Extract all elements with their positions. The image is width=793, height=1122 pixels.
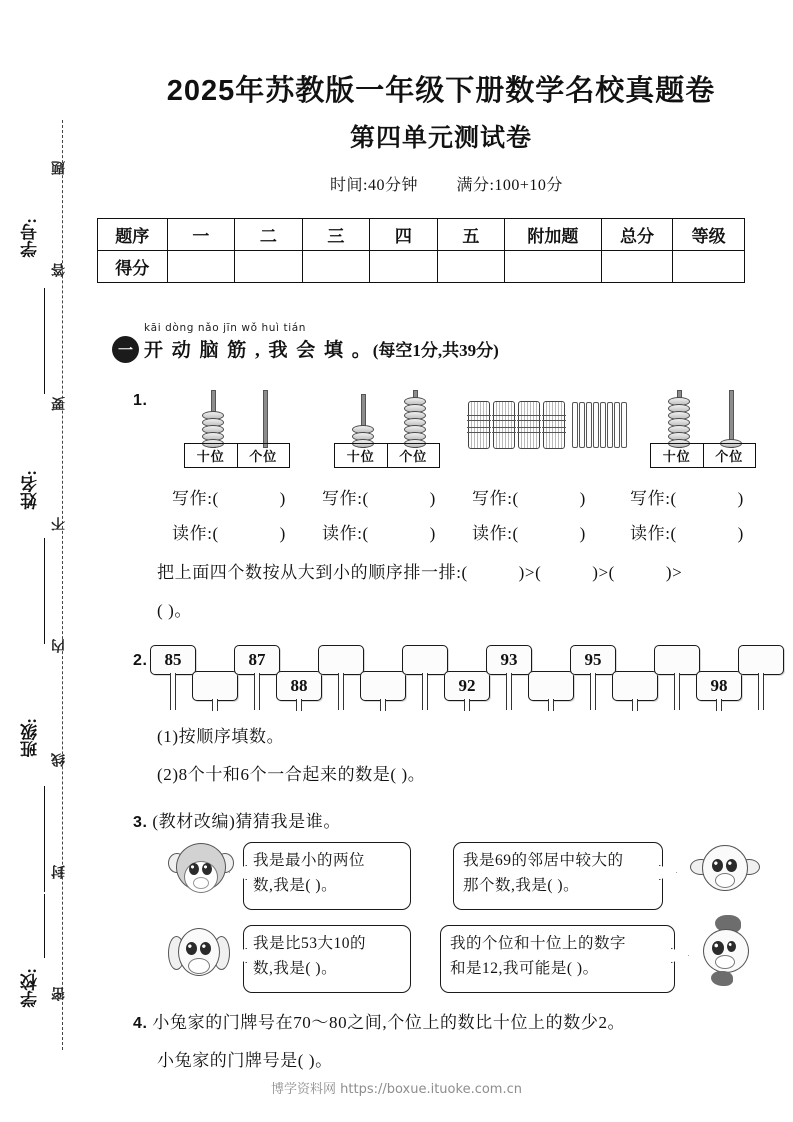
flag-value-3[interactable]: 88	[276, 671, 322, 701]
q1-write-label-3: 写作:(	[472, 489, 519, 508]
q1-read-3	[472, 519, 586, 544]
full-score: 满分:100+10分	[456, 177, 563, 194]
bubble-2-line-1: 我是69的邻居中较大的	[463, 852, 624, 869]
speech-bubble-2	[453, 842, 663, 910]
abacus-2-ones-label: 个位	[399, 449, 428, 464]
score-header-3: 三	[302, 219, 370, 251]
loose-stick	[586, 402, 592, 448]
q1-read-close-1: )	[279, 524, 286, 543]
q1-read-close-2: )	[429, 524, 436, 543]
page-subtitle: 第四单元测试卷	[349, 124, 532, 152]
q1-order-line	[157, 558, 682, 583]
seal-char-2: 要	[52, 396, 67, 411]
field-line-class	[44, 786, 45, 892]
q1-write-close-3: )	[579, 489, 586, 508]
q1-write-close-4: )	[737, 489, 744, 508]
q4-line-2: 小兔家的门牌号是( )。	[157, 1051, 333, 1070]
q1-write-2	[322, 484, 436, 509]
flag-value-11[interactable]	[612, 671, 658, 701]
table-row-header	[98, 219, 745, 251]
abacus-2-base	[334, 443, 440, 468]
score-cell-4[interactable]	[437, 251, 505, 283]
stick-bundle	[493, 401, 515, 449]
flag-13	[696, 671, 742, 701]
q4-text-1: 小兔家的门牌号在70～80之间,个位上的数比十位上的数少2。	[152, 1013, 626, 1032]
dog-character-icon	[168, 928, 228, 984]
q1-order-mid-2: )>(	[592, 563, 615, 582]
q3-number: 3.	[133, 814, 148, 831]
flag-value-10[interactable]: 95	[570, 645, 616, 675]
q1-write-label-4: 写作:(	[630, 489, 677, 508]
time-limit: 时间:40分钟	[330, 177, 418, 194]
q3-prompt-line	[133, 807, 341, 832]
loose-stick	[593, 402, 599, 448]
score-cell-6[interactable]	[601, 251, 673, 283]
score-header-0: 题序	[98, 219, 168, 251]
field-line-student-id	[44, 288, 45, 394]
seal-char-5: 线	[52, 752, 67, 767]
abacus-1-tens-label: 十位	[185, 444, 238, 467]
q4-line-1	[133, 1008, 625, 1033]
seal-char-7: 密	[52, 986, 67, 1001]
abacus-3	[650, 390, 754, 468]
flag-value-12[interactable]	[654, 645, 700, 675]
flag-value-9[interactable]	[528, 671, 574, 701]
chick-character-icon	[695, 915, 757, 987]
flag-12	[654, 645, 700, 675]
abacus-3-ones-label: 个位	[715, 449, 744, 464]
score-cell-3[interactable]	[370, 251, 438, 283]
q2-sub-1: (1)按顺序填数。	[157, 727, 285, 746]
flag-4	[318, 645, 364, 675]
field-line-school	[44, 894, 45, 958]
q1-write-close-1: )	[279, 489, 286, 508]
q1-read-4	[630, 519, 744, 544]
stick-bundle	[468, 401, 490, 449]
q1-read-label-4: 读作:(	[630, 524, 677, 543]
stick-bundle	[518, 401, 540, 449]
flag-value-1[interactable]	[192, 671, 238, 701]
q2-number-line-flags	[150, 645, 770, 711]
loose-stick	[607, 402, 613, 448]
field-label-name: 姓名:	[21, 470, 40, 510]
q1-order-tail: ( )。	[157, 601, 192, 620]
score-header-7: 总分	[601, 219, 673, 251]
score-cell-1[interactable]	[235, 251, 303, 283]
bubble-4-line-1: 我的个位和十位上的数字	[450, 935, 627, 952]
abacus-1-ones-label: 个位	[249, 449, 278, 464]
speech-bubble-4	[440, 925, 675, 993]
stick-bundle	[543, 401, 565, 449]
flag-3	[276, 671, 322, 701]
flag-9	[528, 671, 574, 701]
score-cell-5[interactable]	[505, 251, 602, 283]
seal-char-0: 题	[52, 160, 67, 175]
abacus-1-ones-rod	[263, 390, 268, 448]
flag-2	[234, 645, 280, 675]
loose-stick	[614, 402, 620, 448]
field-label-school: 学校:	[21, 968, 40, 1008]
flag-value-7[interactable]: 92	[444, 671, 490, 701]
q1-read-label-2: 读作:(	[322, 524, 369, 543]
score-header-5: 五	[437, 219, 505, 251]
bubble-tail-3	[229, 948, 247, 963]
field-line-name	[44, 538, 45, 644]
q1-read-close-3: )	[579, 524, 586, 543]
score-header-1: 一	[167, 219, 235, 251]
monkey-character-icon	[168, 843, 232, 899]
loose-stick	[621, 402, 627, 448]
seal-margin	[0, 0, 96, 1122]
flag-14	[738, 645, 784, 675]
field-label-student-id: 学号:	[21, 218, 40, 258]
score-header-8: 等级	[673, 219, 745, 251]
section-1-badge: 一	[112, 336, 139, 363]
flag-value-14[interactable]	[738, 645, 784, 675]
flag-value-8[interactable]: 93	[486, 645, 532, 675]
speech-bubble-1	[243, 842, 411, 910]
q1-order-text: 把上面四个数按从大到小的顺序排一排:(	[157, 563, 468, 582]
q2-number: 2.	[133, 652, 148, 669]
q1-read-2	[322, 519, 436, 544]
score-cell-0[interactable]	[167, 251, 235, 283]
field-label-class: 班级:	[21, 718, 40, 758]
abacus-2	[334, 390, 438, 468]
flag-value-6[interactable]	[402, 645, 448, 675]
q1-write-close-2: )	[429, 489, 436, 508]
score-header-6: 附加题	[505, 219, 602, 251]
q1-number: 1.	[133, 392, 148, 409]
seal-dashed-line	[62, 120, 63, 1050]
section-1-score-note: (每空1分,共39分)	[372, 341, 499, 360]
table-row-score	[98, 251, 745, 283]
flag-6	[402, 645, 448, 675]
q1-write-3	[472, 484, 586, 509]
flag-1	[192, 671, 238, 701]
loose-stick	[572, 402, 578, 448]
abacus-3-tens-label: 十位	[651, 444, 704, 467]
flag-value-4[interactable]	[318, 645, 364, 675]
flag-10	[570, 645, 616, 675]
section-1-text: 开 动 脑 筋 , 我 会 填 。	[144, 340, 373, 361]
q1-order-mid-3: )>	[665, 563, 683, 582]
section-1-pinyin: kāi dòng nǎo jīn wǒ huì tián	[144, 322, 307, 334]
flag-value-5[interactable]	[360, 671, 406, 701]
bubble-3-line-2: 数,我是( )。	[253, 960, 338, 977]
q1-read-1	[172, 519, 286, 544]
bubble-tail-4	[671, 948, 689, 963]
q1-read-close-4: )	[737, 524, 744, 543]
q2-sub-2: (2)8个十和6个一合起来的数是( )。	[157, 765, 426, 784]
loose-stick	[579, 402, 585, 448]
score-table	[97, 218, 745, 283]
sheep-character-icon	[690, 845, 758, 897]
flag-value-13[interactable]: 98	[696, 671, 742, 701]
loose-stick	[600, 402, 606, 448]
abacus-1-base	[184, 443, 290, 468]
q1-write-1	[172, 484, 286, 509]
flag-value-0[interactable]: 85	[150, 645, 196, 675]
flag-8	[486, 645, 532, 675]
score-cell-2[interactable]	[302, 251, 370, 283]
flag-0	[150, 645, 196, 675]
q4-number: 4.	[133, 1015, 148, 1032]
q1-read-label-1: 读作:(	[172, 524, 219, 543]
bubble-tail-2	[659, 865, 677, 880]
bubble-4-line-2: 和是12,我可能是( )。	[450, 960, 599, 977]
bubble-1-line-1: 我是最小的两位	[253, 852, 366, 869]
flag-7	[444, 671, 490, 701]
q1-write-label-2: 写作:(	[322, 489, 369, 508]
score-row-label: 得分	[98, 251, 168, 283]
q1-order-mid-1: )>(	[518, 563, 542, 582]
bubble-2-line-2: 那个数,我是( )。	[463, 877, 580, 894]
speech-bubble-3	[243, 925, 411, 993]
seal-char-4: 内	[52, 638, 67, 653]
q1-write-4	[630, 484, 744, 509]
bubble-1-line-2: 数,我是( )。	[253, 877, 338, 894]
page-title: 2025年苏教版一年级下册数学名校真题卷	[166, 75, 716, 107]
seal-char-1: 答	[52, 262, 67, 277]
q1-read-label-3: 读作:(	[472, 524, 519, 543]
flag-value-2[interactable]: 87	[234, 645, 280, 675]
score-cell-7[interactable]	[673, 251, 745, 283]
flag-11	[612, 671, 658, 701]
score-header-4: 四	[370, 219, 438, 251]
flag-5	[360, 671, 406, 701]
q3-prompt: (教材改编)猜猜我是谁。	[152, 812, 341, 831]
counting-sticks	[468, 398, 618, 450]
exam-meta	[330, 172, 750, 195]
abacus-2-tens-label: 十位	[335, 444, 388, 467]
seal-char-3: 不	[52, 516, 67, 531]
seal-char-6: 封	[52, 864, 67, 879]
section-1-title	[144, 335, 499, 362]
footer-watermark: 博学资料网 https://boxue.ituoke.com.cn	[271, 1082, 522, 1097]
score-header-2: 二	[235, 219, 303, 251]
bubble-3-line-1: 我是比53大10的	[253, 935, 367, 952]
abacus-3-base	[650, 443, 756, 468]
abacus-1	[184, 390, 288, 468]
q1-write-label-1: 写作:(	[172, 489, 219, 508]
